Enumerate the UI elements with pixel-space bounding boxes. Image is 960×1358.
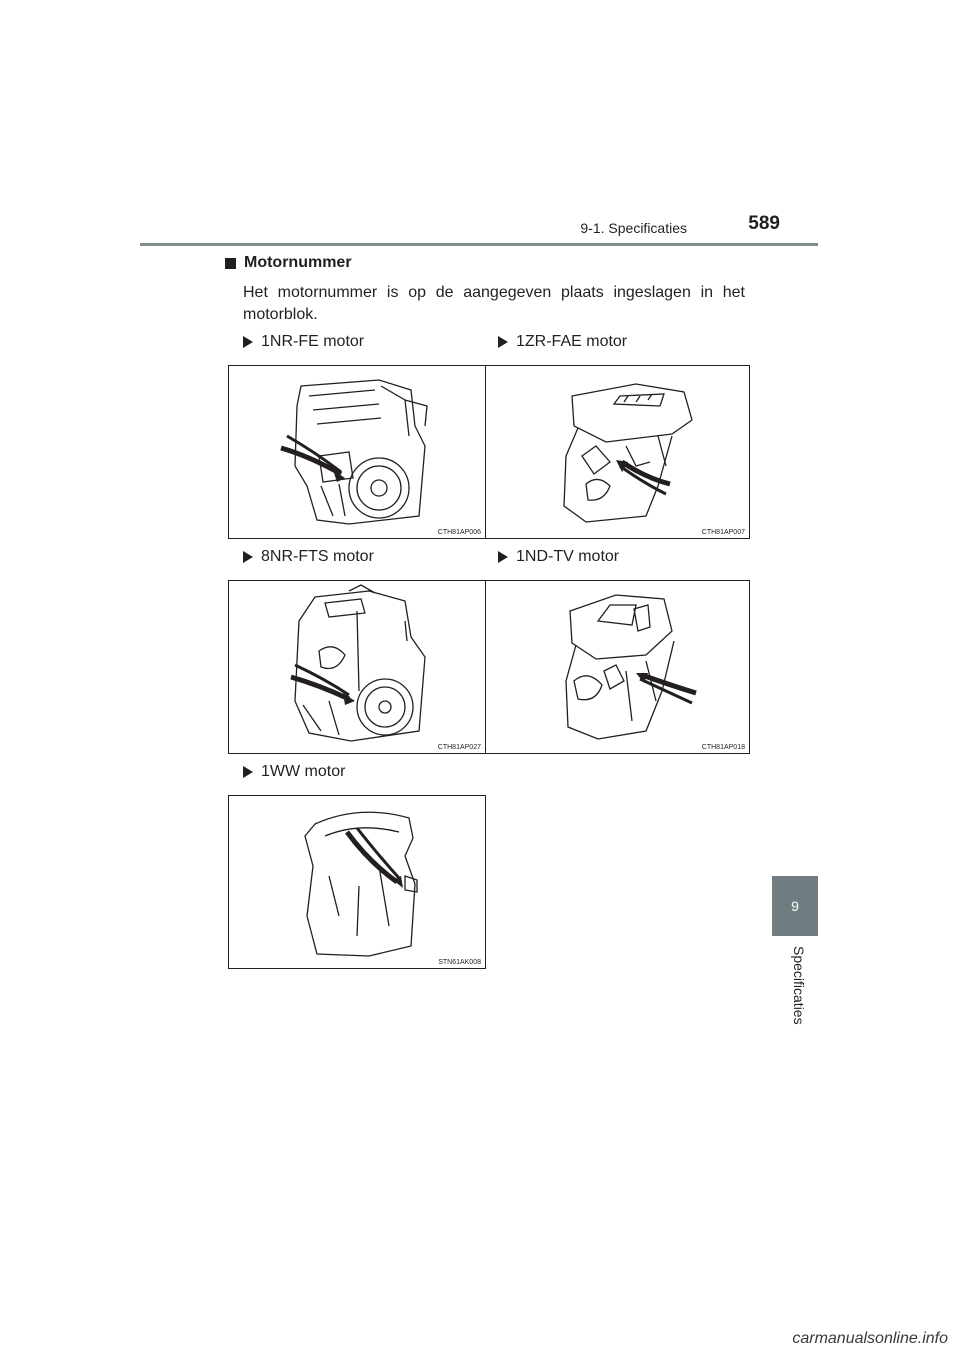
- engine-figure-1nd-tv: [485, 580, 750, 754]
- figure-caption: 1WW motor: [243, 763, 345, 781]
- triangle-bullet-icon: [498, 336, 508, 348]
- chapter-tab[interactable]: [772, 876, 818, 936]
- page-number: 589: [748, 213, 780, 234]
- figure-code: CTH81AP018: [701, 744, 745, 751]
- figure-code: CTH81AP006: [437, 529, 481, 536]
- engine-illustration: [229, 796, 485, 968]
- figure-caption: 1ND-TV motor: [498, 548, 619, 566]
- triangle-bullet-icon: [243, 336, 253, 348]
- section-heading: [225, 254, 352, 272]
- triangle-bullet-icon: [243, 551, 253, 563]
- triangle-bullet-icon: [498, 551, 508, 563]
- figure-code: CTH81AP027: [437, 744, 481, 751]
- section-title: 9-1. Specificaties: [580, 220, 687, 236]
- square-bullet-icon: [225, 258, 236, 269]
- triangle-bullet-icon: [243, 766, 253, 778]
- engine-figure-1nr-fe: [228, 365, 486, 539]
- figure-caption: 1ZR-FAE motor: [498, 333, 627, 351]
- header-divider: [140, 243, 818, 246]
- engine-illustration: [486, 581, 749, 753]
- engine-figure-8nr-fts: [228, 580, 486, 754]
- engine-figure-1ww: [228, 795, 486, 969]
- figure-caption: 1NR-FE motor: [243, 333, 364, 351]
- figure-code: CTH81AP007: [701, 529, 745, 536]
- engine-figure-1zr-fae: [485, 365, 750, 539]
- figure-code: STN61AK008: [438, 959, 481, 966]
- engine-illustration: [486, 366, 749, 538]
- heading-text: Motornummer: [244, 254, 352, 271]
- footer-watermark[interactable]: carmanualsonline.info: [792, 1330, 948, 1347]
- engine-illustration: [229, 366, 485, 538]
- body-paragraph: Het motornummer is op de aangegeven plaats ingeslagen in het motorblok.: [243, 284, 745, 323]
- chapter-label: Specificaties: [791, 946, 807, 1025]
- figure-caption: 8NR-FTS motor: [243, 548, 374, 566]
- chapter-number: 9: [791, 898, 799, 914]
- engine-illustration: [229, 581, 485, 753]
